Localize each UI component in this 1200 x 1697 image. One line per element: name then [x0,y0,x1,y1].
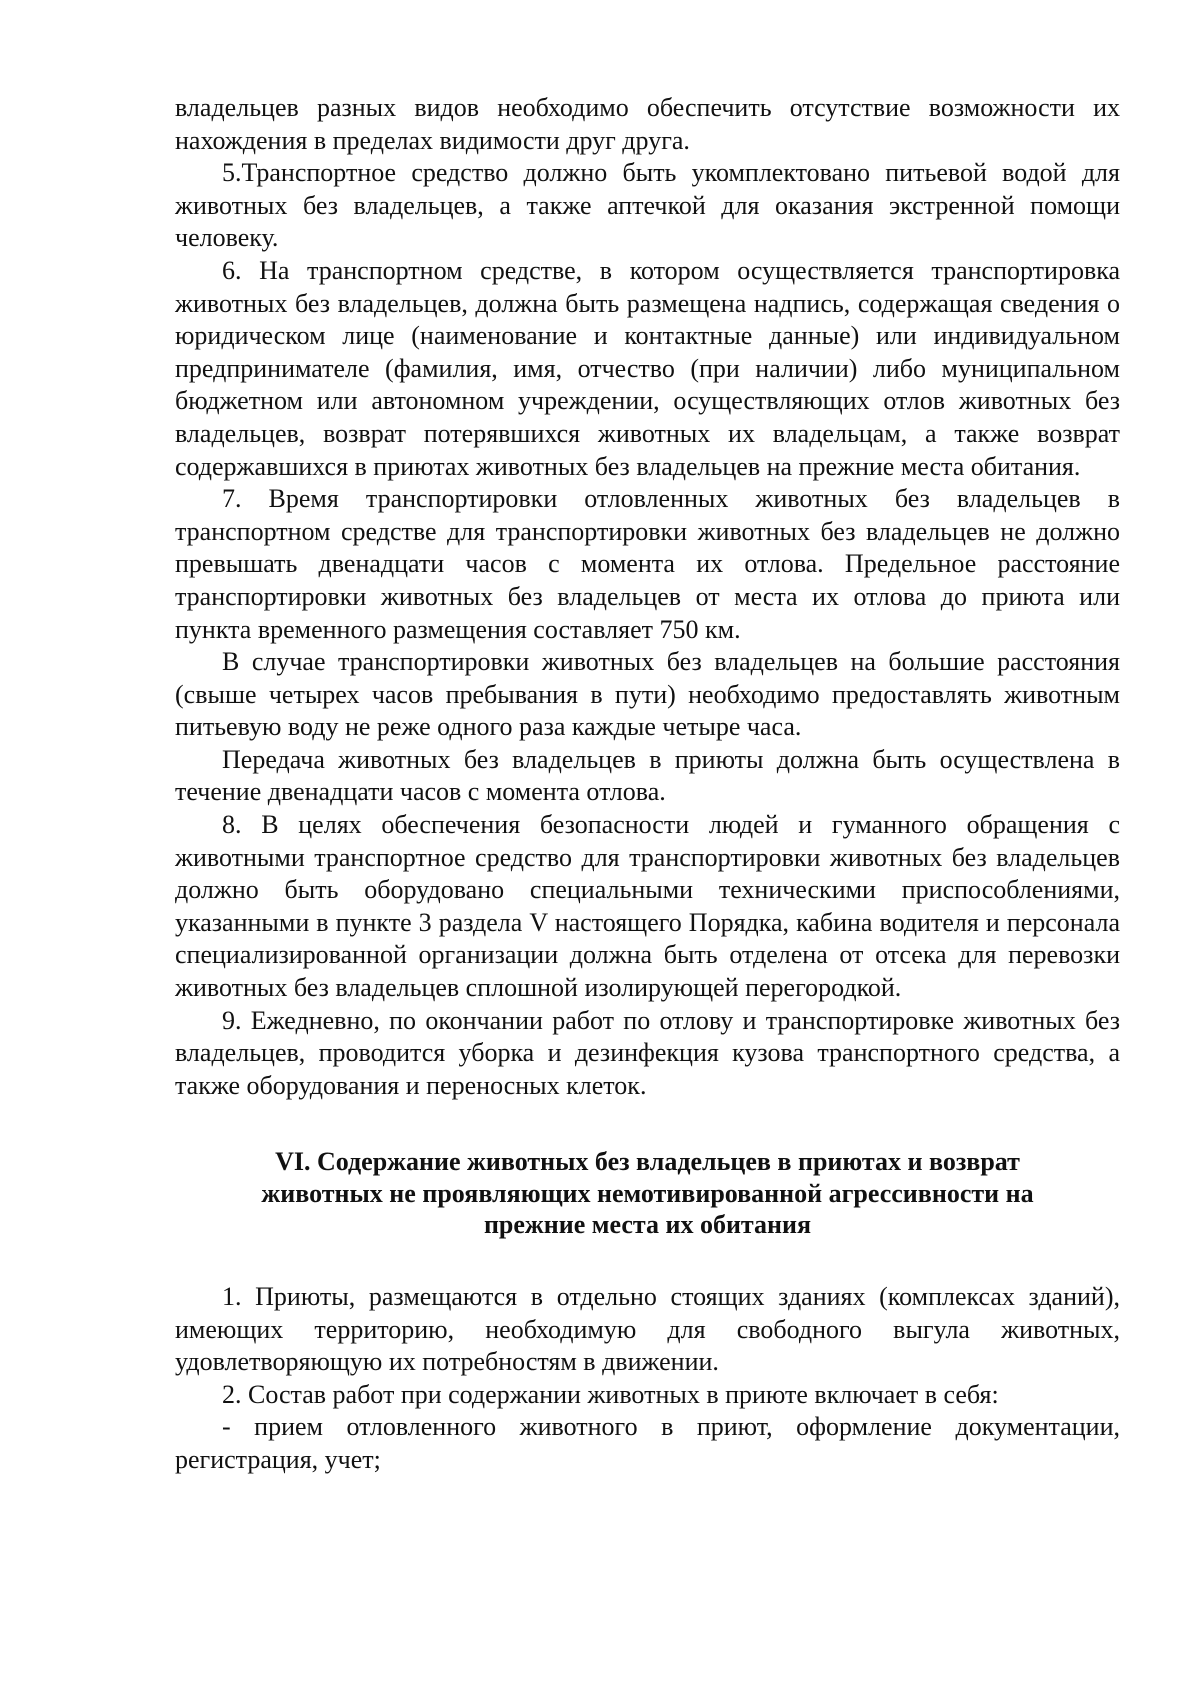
paragraph-shelter-1: 1. Приюты, размещаются в отдельно стоящих зданиях (комплексах зданий), имеющих территорию, необходимую для свободного выгула животных, удовлетворяющую их потребностям в движении. [175,1281,1120,1377]
paragraph-shelter-list-item: - прием отловленного животного в приют, оформление документации, регистрация, учет; [175,1412,1120,1474]
paragraph-item-6: 6. На транспортном средстве, в котором осуществляется транспортировка животных без владельцев, должна быть размещена надпись, содержащая сведения о юридическом лице (наименование и контактные данные) или индивидуальном предпринимателе (фамилия, имя, отчество (при наличии) либо муниципальном бюджетном или автономном учреждении, осуществляющих отлов животных без владельцев, возврат потерявшихся животных их владельцам, а также возврат содержавшихся в приютах животных без владельцев на прежние места обитания. [175,255,1120,481]
paragraph-item-5: 5.Транспортное средство должно быть укомплектовано питьевой водой для животных без владельцев, а также аптечкой для оказания экстренной помощи человеку. [175,158,1120,253]
paragraph-item-8: 8. В целях обеспечения безопасности людей и гуманного обращения с животными транспортное средство для транспортировки животных без владельцев должно быть оборудовано специальными техническими приспособлениями, указанными в пункте 3 раздела V настоящего Порядка, кабина водителя и персонала специализированной организации должна быть отделена от отсека для перевозки животных без владельцев сплошной изолирующей перегородкой. [175,810,1120,1003]
paragraph-continuation: владельцев разных видов необходимо обеспечить отсутствие возможности их нахождения в пределах видимости друг друга. [175,93,1120,155]
paragraph-item-7: 7. Время транспортировки отловленных животных без владельцев в транспортном средстве для транспортировки животных без владельцев не должно превышать двенадцати часов с момента их отлова. Предельное расстояние транспортировки животных без владельцев от места их отлова до приюта или пункта временного размещения составляет 750 км. [175,484,1120,644]
section-heading: VI. Содержание животных без владельцев в приютах и возврат животных не проявляющих немотивированной агрессивности на прежние места их обитания [261,1147,1034,1240]
paragraph-item-9: 9. Ежедневно, по окончании работ по отлову и транспортировке животных без владельцев, проводится уборка и дезинфекция кузова транспортного средства, а также оборудования и переносных клеток. [175,1005,1120,1100]
document-body [175,92,1120,1476]
paragraph-long-distance: В случае транспортировки животных без владельцев на большие расстояния (свыше четырех часов пребывания в пути) необходимо предоставлять животным питьевую воду не реже одного раза каждые четыре часа. [175,647,1120,742]
paragraph-shelter-2: 2. Состав работ при содержании животных в приюте включает в себя: [222,1379,999,1409]
paragraph-transfer: Передача животных без владельцев в приюты должна быть осуществлена в течение двенадцати часов с момента отлова. [175,744,1120,807]
